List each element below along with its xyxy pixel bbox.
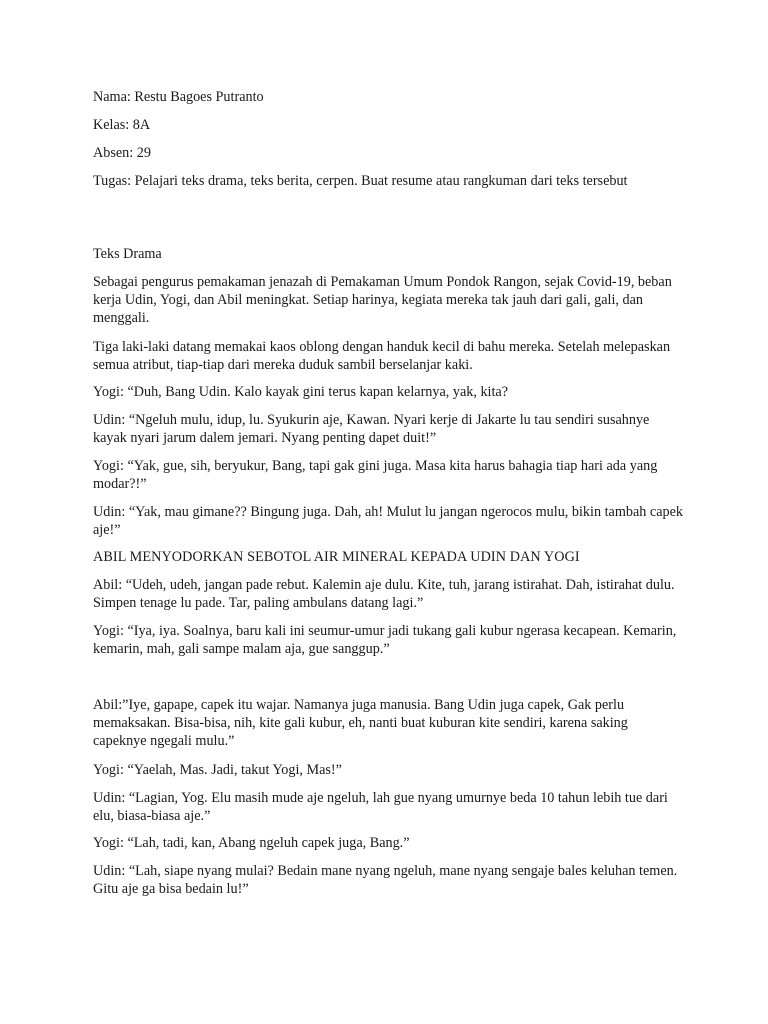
dialogue-line: Udin: “Yak, mau gimane?? Bingung juga. Dah, ah! Mulut lu jangan ngerocos mulu, bikin tambah capek aje!” [93, 504, 683, 538]
paragraph: Sebagai pengurus pemakaman jenazah di Pemakaman Umum Pondok Rangon, sejak Covid-19, beban kerja Udin, Yogi, dan Abil meningkat. Setiap harinya, kegiata mereka tak jauh dari gali, gali, dan menggali. [93, 274, 672, 326]
absen-line: Absen: 29 [93, 145, 151, 161]
dialogue-line: Yogi: “Yaelah, Mas. Jadi, takut Yogi, Mas!” [93, 762, 342, 778]
dialogue-line: Udin: “Lah, siape nyang mulai? Bedain mane nyang ngeluh, mane nyang sengaje bales keluhan temen. Gitu aje ga bisa bedain lu!” [93, 863, 678, 897]
dialogue-line: Yogi: “Duh, Bang Udin. Kalo kayak gini terus kapan kelarnya, yak, kita? [93, 384, 509, 400]
dialogue-line: Udin: “Lagian, Yog. Elu masih mude aje ngeluh, lah gue nyang umurnye beda 10 tahun lebih tue dari elu, biasa-biasa aje.” [93, 790, 668, 824]
dialogue-line: Yogi: “Yak, gue, sih, beryukur, Bang, tapi gak gini juga. Masa kita harus bahagia tiap hari ada yang modar?!” [93, 458, 658, 492]
dialogue-line: Udin: “Ngeluh mulu, idup, lu. Syukurin aje, Kawan. Nyari kerje di Jakarte lu tau sendiri susahnye kayak nyari jarum dalem jemari. Nyang penting dapet duit!” [93, 412, 650, 446]
dialogue-line: Yogi: “Iya, iya. Soalnya, baru kali ini seumur-umur jadi tukang gali kubur ngerasa kecapean. Kemarin, kemarin, mah, gali sampe malam aja, gue sanggup.” [93, 623, 677, 657]
stage-direction: ABIL MENYODORKAN SEBOTOL AIR MINERAL KEPADA UDIN DAN YOGI [93, 549, 580, 565]
paragraph: Tiga laki-laki datang memakai kaos oblong dengan handuk kecil di bahu mereka. Setelah melepaskan semua atribut, tiap-tiap dari mereka duduk sambil berselanjar kaki. [93, 339, 671, 373]
student-name-line: Nama: Restu Bagoes Putranto [93, 89, 264, 105]
dialogue-line: Yogi: “Lah, tadi, kan, Abang ngeluh capek juga, Bang.” [93, 835, 410, 851]
dialogue-line: Abil:”Iye, gapape, capek itu wajar. Namanya juga manusia. Bang Udin juga capek, Gak perlu memaksakan. Bisa-bisa, nih, kite gali kubur, eh, nanti buat kuburan kite sendiri, karena saking capeknye ngegali mulu.” [93, 697, 628, 749]
assignment-line: Tugas: Pelajari teks drama, teks berita, cerpen. Buat resume atau rangkuman dari teks tersebut [93, 173, 628, 189]
section-title: Teks Drama [93, 246, 162, 262]
dialogue-line: Abil: “Udeh, udeh, jangan pade rebut. Kalemin aje dulu. Kite, tuh, jarang istirahat. Dah, istirahat dulu. Simpen tenage lu pade. Tar, paling ambulans datang lagi.” [93, 577, 675, 611]
class-line: Kelas: 8A [93, 117, 151, 133]
